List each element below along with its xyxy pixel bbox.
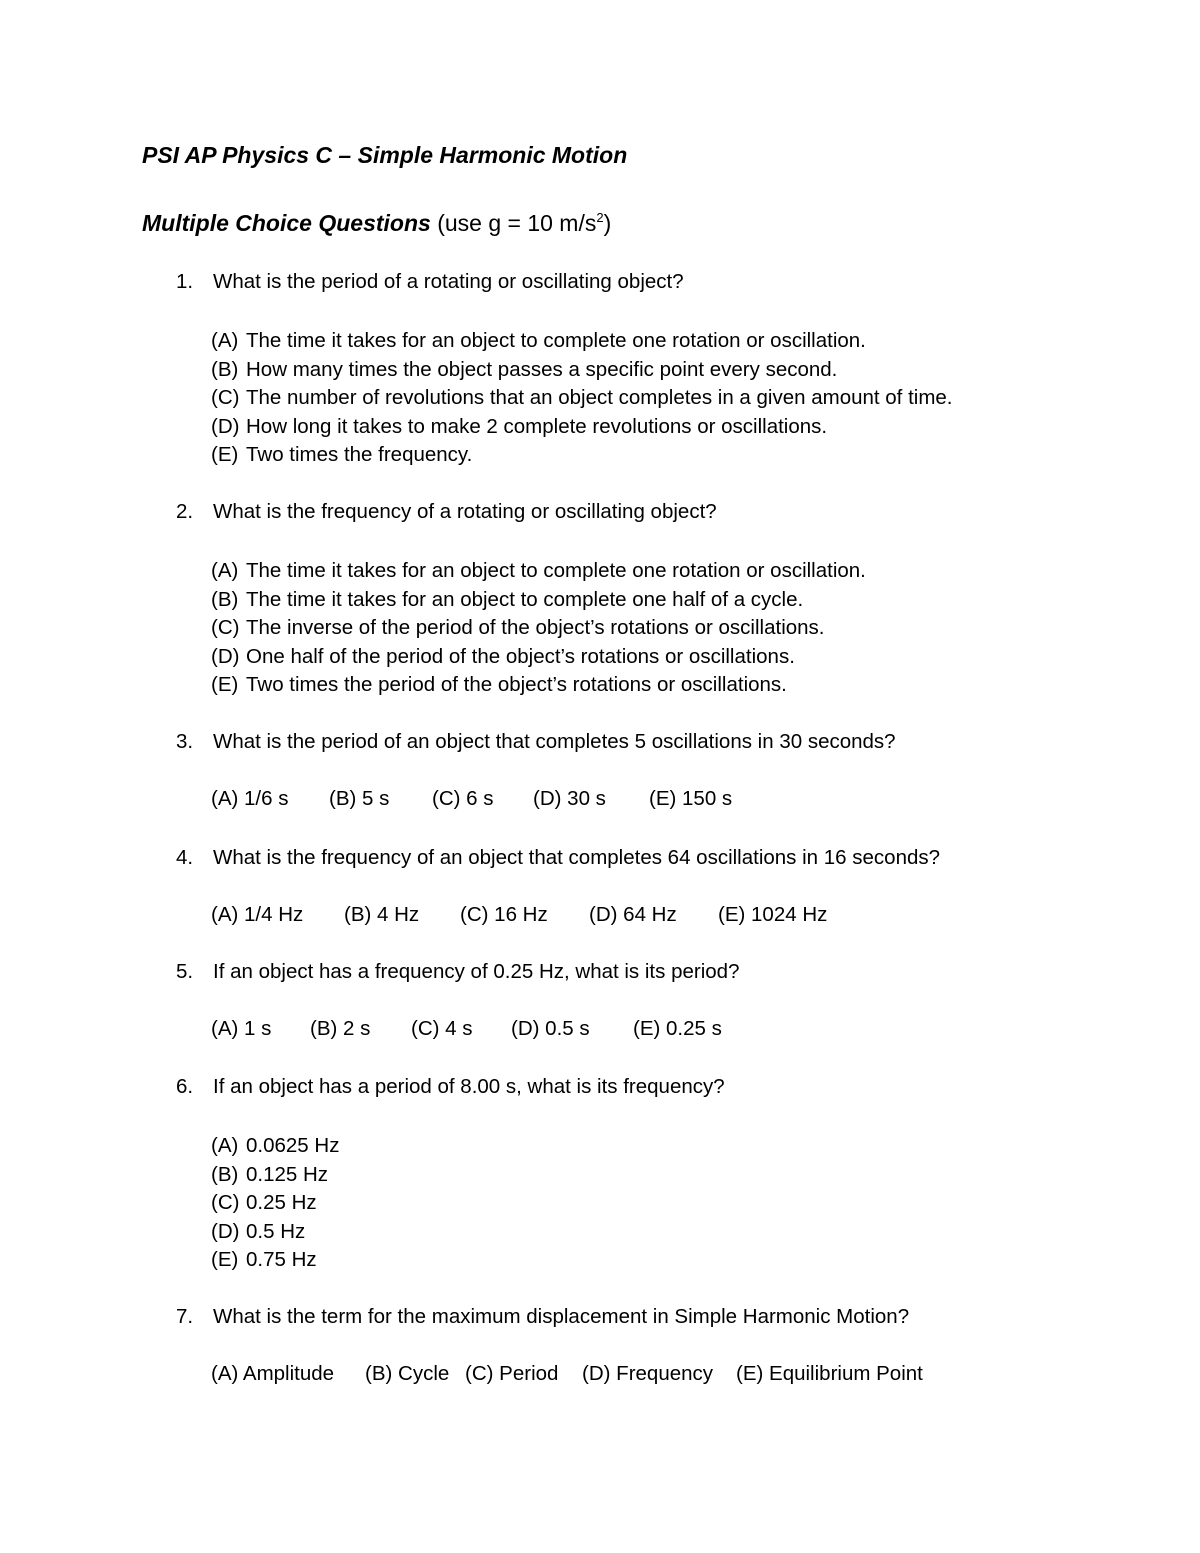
choice-b: (B) How many times the object passes a specific point every second. <box>211 357 838 381</box>
choice-c: (C) 16 Hz <box>460 903 548 926</box>
choice-a: (A) 1 s <box>211 1017 272 1040</box>
question-text: 5. If an object has a frequency of 0.25 Hz, what is its period? <box>176 960 740 983</box>
choice-d: (D) 64 Hz <box>589 903 677 926</box>
choice-e: (E) 150 s <box>649 787 733 810</box>
gravity-note: (use g = 10 $m/s^2$) <box>437 210 612 236</box>
choice-e: (E) Equilibrium Point <box>736 1362 923 1385</box>
choice-c: (C) 4 s <box>411 1017 473 1040</box>
question-text: 4. What is the frequency of an object that completes 64 oscillations in 16 seconds? <box>176 846 941 869</box>
choice-b: (B) 0.125 Hz <box>211 1162 329 1186</box>
choice-list <box>211 557 866 700</box>
choice-d: (D) Frequency <box>582 1362 714 1385</box>
choice-a: (A) 1/6 s <box>211 787 289 810</box>
choice-b: (B) The time it takes for an object to complete one half of a cycle. <box>211 587 804 611</box>
page-title: PSI AP Physics C – Simple Harmonic Motion <box>142 142 628 168</box>
choice-e: (E) 0.25 s <box>633 1017 722 1040</box>
choice-list <box>211 787 732 811</box>
choice-c: (C) Period <box>465 1362 559 1385</box>
choice-d: (D) One half of the period of the object’s rotations or oscillations. <box>211 644 795 668</box>
question-text: 7. What is the term for the maximum displacement in Simple Harmonic Motion? <box>176 1305 910 1328</box>
choice-c: (C) The inverse of the period of the object’s rotations or oscillations. <box>211 616 825 640</box>
choice-a: (A) The time it takes for an object to complete one rotation or oscillation. <box>211 559 866 582</box>
choice-b: (B) 4 Hz <box>344 903 420 926</box>
choice-e: (E) 1024 Hz <box>718 903 828 926</box>
choice-list <box>211 1362 923 1386</box>
choice-list <box>211 1017 722 1041</box>
section-title: Multiple Choice Questions <box>142 210 431 236</box>
section-heading <box>142 210 611 237</box>
choice-list <box>211 327 953 470</box>
choice-e: (E) Two times the period of the object’s rotations or oscillations. <box>211 673 787 697</box>
choice-list <box>211 903 827 927</box>
question-text: 1. What is the period of a rotating or oscillating object? <box>176 270 684 293</box>
choice-d: (D) How long it takes to make 2 complete revolutions or oscillations. <box>211 414 828 438</box>
choice-d: (D) 0.5 s <box>511 1017 590 1040</box>
choice-b: (B) 5 s <box>329 787 390 810</box>
choice-d: (D) 0.5 Hz <box>211 1219 306 1243</box>
choice-a: (A) Amplitude <box>211 1362 335 1385</box>
question-text: 2. What is the frequency of a rotating or oscillating object? <box>176 500 717 523</box>
choice-a: (A) The time it takes for an object to complete one rotation or oscillation. <box>211 329 866 352</box>
choice-c: (C) 6 s <box>432 787 494 810</box>
choice-a: (A) 0.0625 Hz <box>211 1134 340 1157</box>
choice-c: (C) 0.25 Hz <box>211 1191 317 1215</box>
choice-c: (C) The number of revolutions that an object completes in a given amount of time. <box>211 386 953 410</box>
choice-d: (D) 30 s <box>533 787 606 810</box>
choice-e: (E) 0.75 Hz <box>211 1248 317 1272</box>
question-text: 6. If an object has a period of 8.00 s, what is its frequency? <box>176 1075 725 1098</box>
choice-a: (A) 1/4 Hz <box>211 903 304 926</box>
choice-list <box>211 1132 339 1275</box>
choice-b: (B) 2 s <box>310 1017 371 1040</box>
choice-b: (B) Cycle <box>365 1362 450 1385</box>
choice-e: (E) Two times the frequency. <box>211 443 473 467</box>
question-text: 3. What is the period of an object that completes 5 oscillations in 30 seconds? <box>176 730 896 753</box>
